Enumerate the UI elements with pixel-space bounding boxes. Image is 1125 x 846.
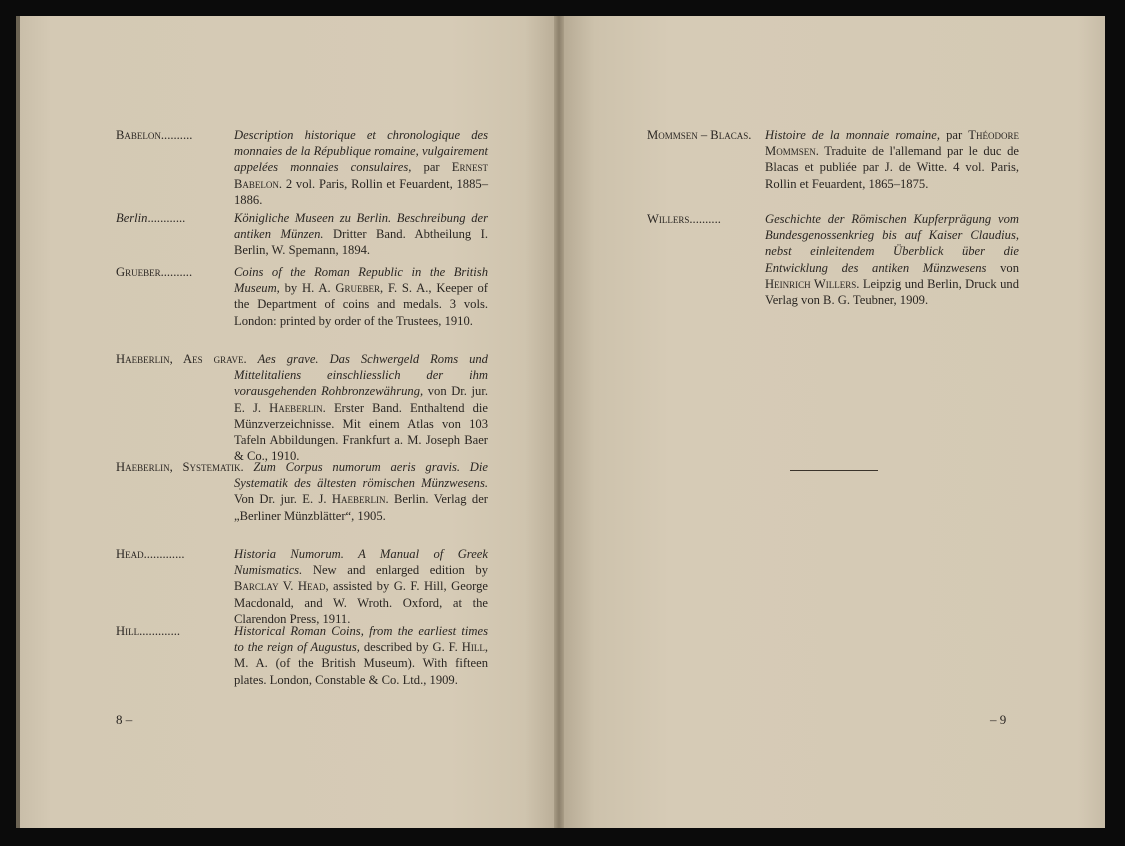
entry-description: Haeberlin, Aes grave. Aes grave. Das Schwergeld Roms und Mittelitaliens einschliesslich der ihm vorausgehenden Rohbronzewährung, von Dr. jur. E. J. Haeberlin. Erster Band. Enthaltend die Münzverzeichnisse. Mit einem Atlas von 103 Tafeln Abbildungen. Frankfurt a. M. Joseph Baer & Co., 1910.	[116, 352, 488, 464]
entry-description: Historical Roman Coins, from the earliest times to the reign of Augustus, described by G. F. Hill, M. A. (of the British Museum). With fifteen plates. London, Constable & Co. Ltd., 1909.	[234, 624, 488, 687]
entry-leader: ..........	[160, 265, 193, 279]
section-divider	[790, 470, 878, 471]
page-number-left: 8 –	[116, 712, 133, 727]
page-edge	[16, 16, 20, 828]
entry-author: Berlin	[116, 211, 148, 225]
entry-leader: ..........	[160, 128, 193, 142]
entry-title: Description historique et chronologique des monnaies de la République romaine, vulgairement appelées monnaies consulaires,	[234, 128, 488, 175]
entry-leader: ..........	[689, 212, 721, 226]
entry-description: Description historique et chronologique des monnaies de la République romaine, vulgairement appelées monnaies consulaires, par Ernest Babelon. 2 vol. Paris, Rollin et Feuardent, 1885–1886.	[234, 128, 488, 207]
entry-leader: ............	[147, 211, 186, 225]
entry-author: Haeberlin, Systematik.	[116, 460, 244, 474]
book-gutter	[554, 16, 564, 828]
entry-title: Coins of the Roman Republic in the British Museum,	[234, 265, 488, 296]
entry-title: Historical Roman Coins, from the earliest times to the reign of Augustus,	[234, 624, 488, 655]
entry-title: Geschichte der Römischen Kupferprägung vom Bundesgenossenkrieg bis auf Kaiser Claudius, nebst einleitendem Überblick über die Entwicklung des antiken Münzwesens	[765, 212, 1019, 275]
entry-author: Hill	[116, 624, 140, 638]
entry-description: Historia Numorum. A Manual of Greek Numismatics. New and enlarged edition by Barclay V. Head, assisted by G. F. Hill, George Macdonald, and W. Wroth. Oxford, at the Clarendon Press, 1911.	[234, 547, 488, 626]
entry-leader: .............	[143, 547, 185, 561]
entry-author: Grueber	[116, 265, 161, 279]
entry-description: Geschichte der Römischen Kupferprägung vom Bundesgenossenkrieg bis auf Kaiser Claudius, nebst einleitendem Überblick über die Entwicklung des antiken Münzwesens von Heinrich Willers. Leipzig und Berlin, Druck und Verlag von B. G. Teubner, 1909.	[765, 212, 1019, 308]
entry-author: Willers	[647, 212, 690, 226]
entry-title: Histoire de la monnaie romaine,	[765, 128, 940, 142]
entry-description: Haeberlin, Systematik. Zum Corpus numorum aeris gravis. Die Systematik des ältesten römischen Münzwesens. Von Dr. jur. E. J. Haeberlin. Berlin. Verlag der „Berliner Münzblätter“, 1905.	[116, 460, 488, 523]
entry-title: Aes grave. Das Schwergeld Roms und Mittelitaliens einschliesslich der ihm vorausgehenden Rohbronzewährung,	[234, 352, 488, 399]
entry-title: Historia Numorum. A Manual of Greek Numismatics.	[234, 547, 488, 578]
entry-author: Haeberlin, Aes grave.	[116, 352, 247, 366]
entry-description: Königliche Museen zu Berlin. Beschreibung der antiken Münzen. Dritter Band. Abtheilung I. Berlin, W. Spemann, 1894.	[234, 211, 488, 258]
entry-author: Head	[116, 547, 144, 561]
entry-description: Histoire de la monnaie romaine, par Théodore Mommsen. Traduite de l'allemand par le duc de Blacas et publiée par J. de Witte. 4 vol. Paris, Rollin et Feuardent, 1865–1875.	[765, 128, 1019, 191]
entry-leader: .............	[139, 624, 181, 638]
entry-description: Coins of the Roman Republic in the British Museum, by H. A. Grueber, F. S. A., Keeper of the Department of coins and medals. 3 vols. London: printed by order of the Trustees, 1910.	[234, 265, 488, 328]
entry-title: Königliche Museen zu Berlin. Beschreibung der antiken Münzen.	[234, 211, 488, 242]
entry-title: Zum Corpus numorum aeris gravis. Die Systematik des ältesten römischen Münzwesens.	[234, 460, 488, 491]
page-number-right: – 9	[990, 712, 1007, 727]
entry-author: Babelon	[116, 128, 161, 142]
entry-author: Mommsen – Blacas.	[647, 128, 752, 142]
